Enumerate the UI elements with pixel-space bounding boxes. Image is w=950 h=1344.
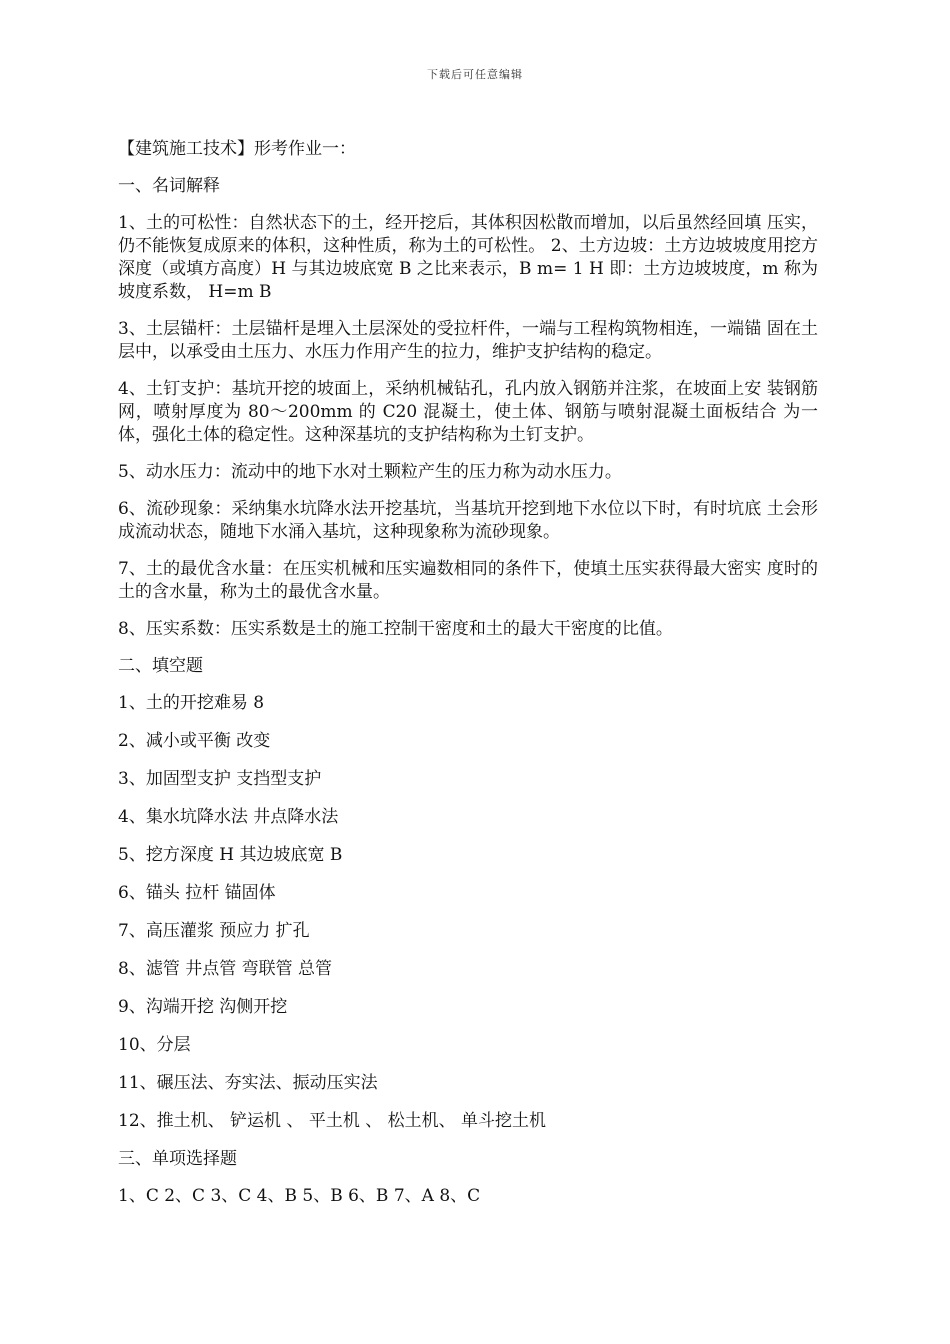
choice-answers: 1、C 2、C 3、C 4、B 5、B 6、B 7、A 8、C (118, 1186, 481, 1206)
page-header: 下载后可任意编辑 (427, 68, 523, 81)
fill-in-answer: 8、滤管 井点管 弯联管 总管 (118, 959, 333, 979)
fill-in-answer: 5、挖方深度 H 其边坡底宽 B (118, 845, 343, 865)
fill-in-answer: 3、加固型支护 支挡型支护 (118, 769, 322, 789)
section-heading-multiple-choice: 三、单项选择题 (118, 1149, 237, 1169)
fill-in-answer: 9、沟端开挖 沟侧开挖 (118, 997, 288, 1017)
definition-item: 8、压实系数：压实系数是土的施工控制干密度和土的最大干密度的比值。 (118, 619, 673, 639)
fill-in-answer: 6、锚头 拉杆 锚固体 (118, 883, 276, 903)
fill-in-answer: 2、减小或平衡 改变 (118, 731, 271, 751)
document-body (118, 138, 818, 1223)
fill-in-answer: 11、碾压法、夯实法、振动压实法 (118, 1073, 378, 1093)
definition-item: 7、土的最优含水量：在压实机械和压实遍数相同的条件下，使填土压实获得最大密实 度时的土的含水量，称为土的最优含水量。 (118, 559, 818, 602)
fill-in-answer: 1、土的开挖难易 8 (118, 693, 265, 713)
fill-in-answer: 10、分层 (118, 1035, 191, 1055)
definition-item: 3、土层锚杆：土层锚杆是埋入土层深处的受拉杆件，一端与工程构筑物相连，一端锚 固在土层中，以承受由土压力、水压力作用产生的拉力，维护支护结构的稳定。 (118, 319, 818, 362)
fill-in-answer: 4、集水坑降水法 井点降水法 (118, 807, 339, 827)
definition-item: 6、流砂现象：采纳集水坑降水法开挖基坑，当基坑开挖到地下水位以下时，有时坑底 土会形成流动状态，随地下水涌入基坑，这种现象称为流砂现象。 (118, 499, 818, 542)
definition-item: 5、动水压力：流动中的地下水对土颗粒产生的压力称为动水压力。 (118, 462, 622, 482)
fill-in-answer: 12、推土机、 铲运机 、 平土机 、 松土机、 单斗挖土机 (118, 1111, 547, 1131)
definition-item: 4、土钉支护：基坑开挖的坡面上，采纳机械钻孔，孔内放入钢筋并注浆，在坡面上安 装钢筋网，喷射厚度为 80～200mm 的 C20 混凝土，使土体、钢筋与喷射混凝土面板结合 为一体，强化土体的稳定性。这种深基坑的支护结构称为土钉支护。 (118, 379, 818, 445)
document-title: 【建筑施工技术】形考作业一： (118, 139, 356, 159)
section-heading-definitions: 一、名词解释 (118, 176, 220, 196)
definition-item: 1、土的可松性：自然状态下的土，经开挖后，其体积因松散而增加，以后虽然经回填 压实，仍不能恢复成原来的体积，这种性质，称为土的可松性。 2、土方边坡：土方边坡坡度用挖方深度（或填方高度）H 与其边坡底宽 B 之比来表示，B m= 1 H 即：土方边坡坡度，m 称为坡度系数， H=m B (118, 213, 818, 302)
section-heading-fill-in: 二、填空题 (118, 656, 203, 676)
fill-in-answer: 7、高压灌浆 预应力 扩孔 (118, 921, 310, 941)
